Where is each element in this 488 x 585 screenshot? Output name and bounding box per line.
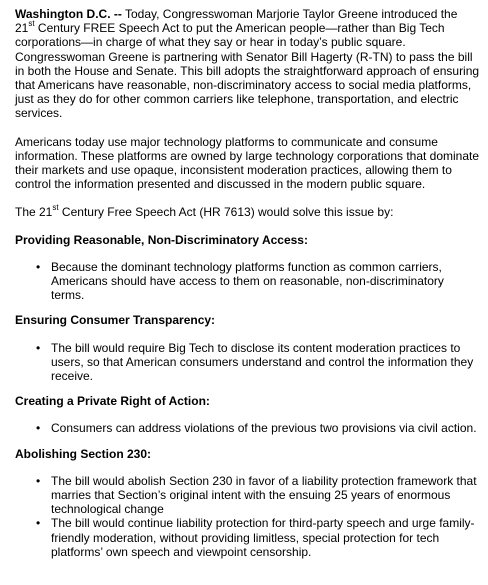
section-heading: Abolishing Section 230: bbox=[15, 446, 152, 461]
lead-ordinal-suffix: st bbox=[52, 203, 59, 213]
intro-text-a: Today, Congresswoman Marjorie Taylor Greene introduced the 21 bbox=[15, 7, 458, 36]
lead-text-a: The 21 bbox=[15, 205, 53, 220]
bullet-icon: • bbox=[36, 421, 41, 436]
list-item bbox=[15, 341, 480, 384]
intro-text-b: Century FREE Speech Act to put the American people—rather than Big Tech corporations—in charge of what they say or hear in today’s public square. Congresswoman Greene is partnering with Senator Bill Hagerty (R-TN) to pass the bill in both the House and Senate. This bill adopts the straightforward approach of ensuring that Americans have reasonable, non-discriminatory access to social media platforms, just as they do for other common carriers like telephone, transportation, and electric services. bbox=[15, 21, 480, 121]
list-item-text: Consumers can address violations of the previous two provisions via civil action. bbox=[51, 421, 477, 436]
list-item bbox=[15, 260, 480, 303]
section-right-of-action bbox=[15, 394, 480, 435]
bullet-list bbox=[15, 421, 480, 435]
lead-text-b: Century Free Speech Act (HR 7613) would solve this issue by: bbox=[58, 205, 394, 220]
bullet-icon: • bbox=[36, 516, 41, 531]
list-item-text: The bill would abolish Section 230 in favor of a liability protection framework that marries that Section’s original intent with the ensuing 25 years of enormous technological change bbox=[51, 473, 477, 517]
list-item-text: Because the dominant technology platforms function as common carriers, Americans should have access to them on reasonable, non-discriminatory terms. bbox=[51, 259, 444, 303]
section-access bbox=[15, 233, 480, 303]
section-heading: Ensuring Consumer Transparency: bbox=[15, 313, 216, 328]
bullet-icon: • bbox=[36, 259, 41, 274]
section-heading: Creating a Private Right of Action: bbox=[15, 394, 210, 409]
intro-ordinal-suffix: st bbox=[28, 19, 35, 29]
list-item-text: The bill would continue liability protection for third-party speech and urge family-friendly moderation, without providing limitless, special protection for tech platforms’ own speech and viewpoint censorship. bbox=[51, 516, 475, 559]
bullet-list bbox=[15, 474, 480, 559]
context-paragraph: Americans today use major technology platforms to communicate and consume information. These platforms are owned by large technology corporations that dominate their markets and use opaque, inconsistent moderation practices, allowing them to control the information presented and discussed in the modern public square. bbox=[15, 134, 480, 192]
intro-paragraph bbox=[15, 7, 480, 121]
bullet-icon: • bbox=[36, 473, 41, 488]
dateline: Washington D.C. -- bbox=[15, 7, 122, 21]
list-item bbox=[15, 516, 480, 559]
list-item bbox=[15, 421, 480, 435]
section-transparency bbox=[15, 313, 480, 383]
list-item bbox=[15, 474, 480, 517]
bullet-list bbox=[15, 341, 480, 384]
section-230 bbox=[15, 447, 480, 559]
bullet-list bbox=[15, 260, 480, 303]
bullet-icon: • bbox=[36, 340, 41, 355]
list-item-text: The bill would require Big Tech to disclose its content moderation practices to users, so that American consumers understand and control the information they receive. bbox=[51, 340, 474, 384]
section-heading: Providing Reasonable, Non-Discriminatory Access: bbox=[15, 232, 308, 247]
lead-paragraph bbox=[15, 205, 480, 219]
